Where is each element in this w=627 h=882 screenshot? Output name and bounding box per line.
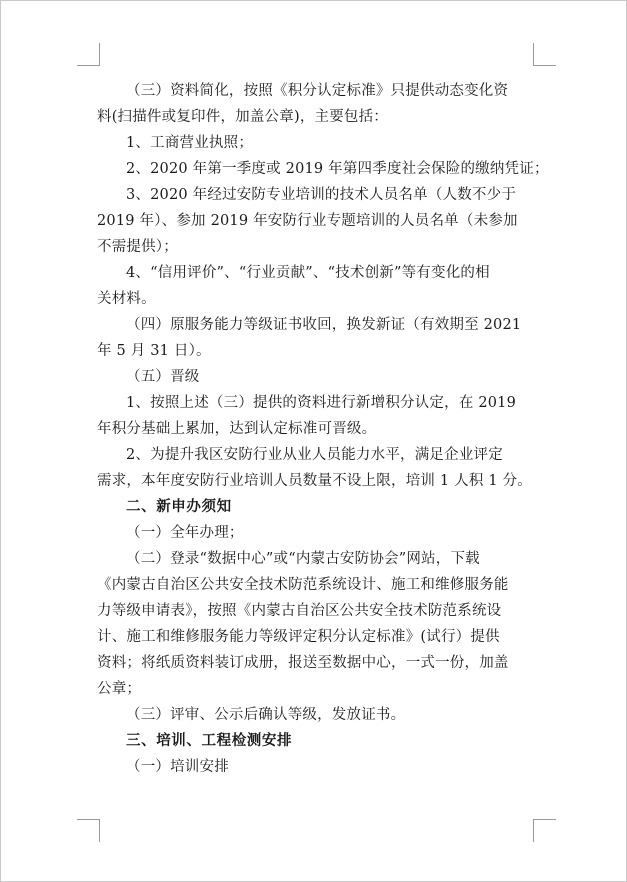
text-line: 公章； — [97, 681, 142, 697]
crop-mark-top-left — [77, 43, 100, 66]
text-line: 2、2020 年第一季度或 2019 年第四季度社会保险的缴纳凭证； — [126, 161, 549, 177]
crop-mark-bottom-left — [77, 819, 100, 842]
text-line: 年积分基础上累加，达到认定标准可晋级。 — [97, 421, 377, 437]
text-line: 需求，本年度安防行业培训人员数量不设上限，培训 1 人积 1 分。 — [97, 473, 532, 489]
text-line: （一）培训安排 — [126, 759, 229, 775]
section-heading: 二、新申办须知 — [126, 499, 232, 515]
text-line: 《内蒙古自治区公共安全技术防范系统设计、施工和维修服务能 — [97, 577, 509, 593]
text-line: （三）评审、公示后确认等级，发放证书。 — [126, 707, 406, 723]
text-line: 年 5 月 31 日）。 — [97, 343, 211, 359]
text-line: 3、2020 年经过安防专业培训的技术人员名单（人数不少于 — [126, 187, 517, 203]
crop-mark-bottom-right — [533, 819, 556, 842]
text-line: 1、按照上述（三）提供的资料进行新增积分认定，在 2019 — [126, 395, 517, 411]
text-line: 不需提供）； — [97, 239, 178, 255]
text-line: 计、施工和维修服务能力等级评定积分认定标准》(试行）提供 — [97, 629, 500, 645]
section-heading: 三、培训、工程检测安排 — [126, 733, 293, 749]
text-line: （五）晋级 — [126, 369, 200, 385]
text-line: 关材料。 — [97, 291, 156, 307]
text-line: 4、“信用评价”、“行业贡献”、“技术创新”等有变化的相 — [126, 265, 490, 281]
text-line: 料(扫描件或复印件，加盖公章)，主要包括： — [97, 109, 389, 125]
text-line: 力等级申请表》，按照《内蒙古自治区公共安全技术防范系统设 — [97, 603, 502, 619]
text-line: （二）登录“数据中心”或“内蒙古安防协会”网站，下载 — [126, 551, 480, 567]
crop-mark-top-right — [533, 43, 556, 66]
text-line: 2019 年）、参加 2019 年安防行业专题培训的人员名单（未参加 — [97, 213, 518, 229]
text-line: （三）资料简化，按照《积分认定标准》只提供动态变化资 — [126, 83, 509, 99]
text-line: 资料；将纸质资料装订成册，报送至数据中心，一式一份，加盖 — [97, 655, 509, 671]
text-line: （四）原服务能力等级证书收回，换发新证（有效期至 2021 — [126, 317, 522, 333]
text-line: 2、为提升我区安防行业从业人员能力水平，满足企业评定 — [126, 447, 503, 463]
text-line: （一）全年办理； — [126, 525, 244, 541]
text-line: 1、工商营业执照； — [126, 135, 254, 151]
